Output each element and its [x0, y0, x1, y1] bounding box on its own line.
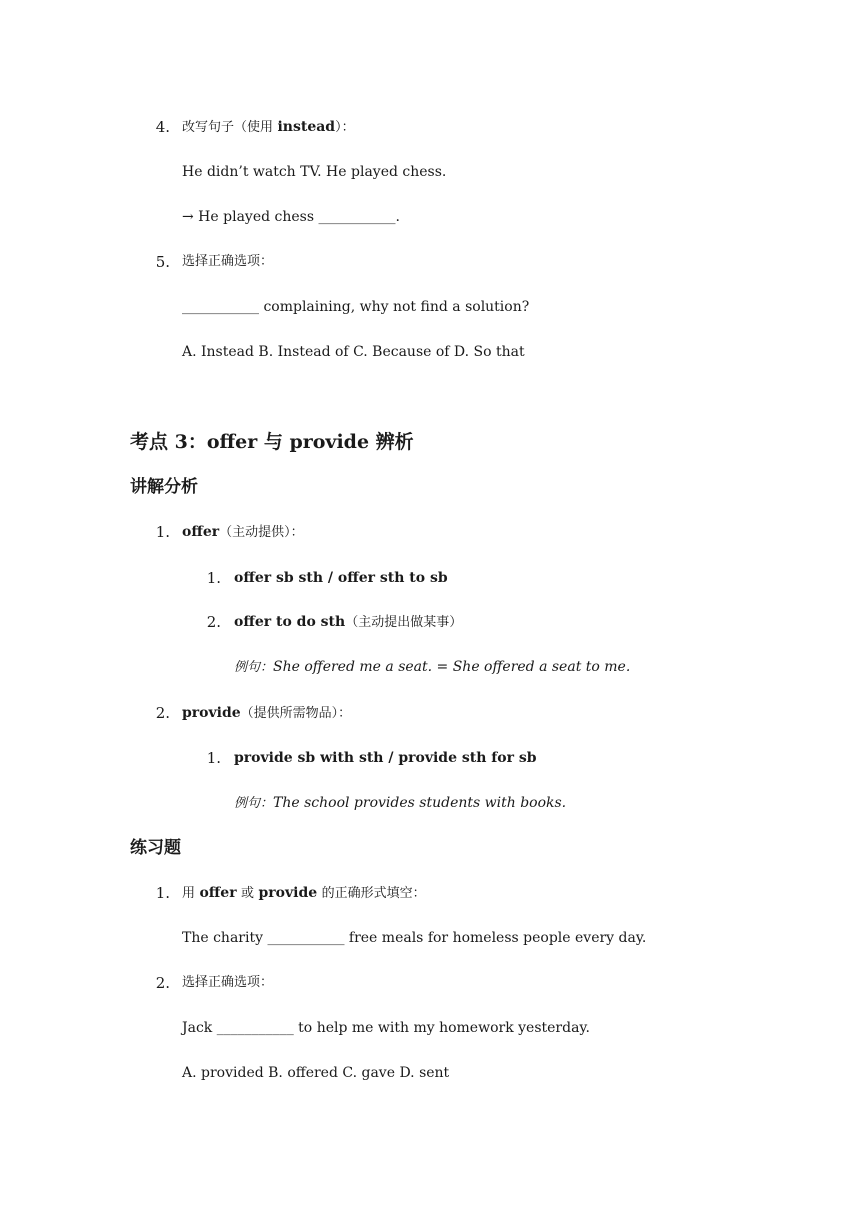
exercises-heading: 练习题 [130, 838, 181, 858]
exercise2-title: 选择正确选项： [182, 975, 274, 990]
q4-prompt [182, 118, 355, 137]
analysis-item1-note: （主动提供）： [219, 525, 304, 540]
q4-number: 4. [155, 118, 170, 136]
analysis-item2 [182, 704, 351, 723]
exercise1-number: 1. [155, 884, 170, 902]
analysis-item2-example-text: The school provides students with books. [273, 795, 567, 811]
section-title-provide: provide [289, 431, 370, 453]
analysis-item1-sub2-term: offer to do sth [234, 614, 346, 630]
exercise1-pre: 用 [182, 886, 196, 901]
q5-title: 选择正确选项： [182, 254, 274, 269]
analysis-item2-term: provide [182, 705, 241, 721]
analysis-item2-example [234, 794, 566, 813]
section-title-offer: offer [206, 431, 258, 453]
q4-suffix: ）： [335, 120, 355, 135]
analysis-item2-sub1: provide sb with sth / provide sth for sb [234, 750, 537, 766]
exercise2-number: 2. [155, 974, 170, 992]
analysis-item2-sub1-number: 1. [206, 749, 221, 767]
exercise2-options: A. provided B. offered C. gave D. sent [182, 1065, 450, 1081]
section-title-prefix: 考点 3： [130, 431, 207, 453]
analysis-item1-sub2-note: （主动提出做某事） [345, 615, 463, 630]
exercise1-post: 的正确形式填空： [321, 886, 426, 901]
analysis-item1-example-label: 例句： [234, 660, 274, 675]
exercise1-word2: provide [258, 885, 318, 901]
exercise1-word1: offer [199, 885, 237, 901]
q5-number: 5. [155, 253, 170, 271]
exercise2-sentence: Jack ___________ to help me with my homework yesterday. [182, 1020, 590, 1036]
exercise1-sentence: The charity ___________ free meals for homeless people every day. [182, 930, 647, 946]
analysis-item2-example-label: 例句： [234, 796, 274, 811]
q5-options: A. Instead B. Instead of C. Because of D. So that [182, 344, 525, 360]
q4-sentence: He didn’t watch TV. He played chess. [182, 164, 447, 180]
analysis-item1-sub1-number: 1. [206, 569, 221, 587]
analysis-item1 [182, 523, 304, 542]
analysis-item1-number: 1. [155, 523, 170, 541]
section-title-mid: 与 [257, 431, 290, 453]
section-title-suffix: 辨析 [369, 431, 414, 453]
analysis-heading: 讲解分析 [130, 477, 198, 497]
analysis-item1-term: offer [182, 524, 220, 540]
analysis-item1-example-text: She offered me a seat. = She offered a seat to me. [273, 659, 631, 675]
analysis-item2-note: （提供所需物品）： [240, 706, 352, 721]
analysis-item1-example [234, 658, 630, 677]
exercise1-prompt [182, 884, 426, 903]
exercise1-mid: 或 [241, 886, 255, 901]
analysis-item2-number: 2. [155, 704, 170, 722]
q4-keyword: instead [277, 119, 336, 135]
analysis-item1-sub1: offer sb sth / offer sth to sb [234, 570, 448, 586]
q4-rewrite: → He played chess ___________. [182, 209, 400, 225]
section-title [130, 430, 414, 454]
analysis-item1-sub2 [234, 613, 462, 632]
q4-prefix: 改写句子（使用 [182, 120, 274, 135]
q5-sentence: ___________ complaining, why not find a solution? [182, 299, 530, 315]
analysis-item1-sub2-number: 2. [206, 613, 221, 631]
